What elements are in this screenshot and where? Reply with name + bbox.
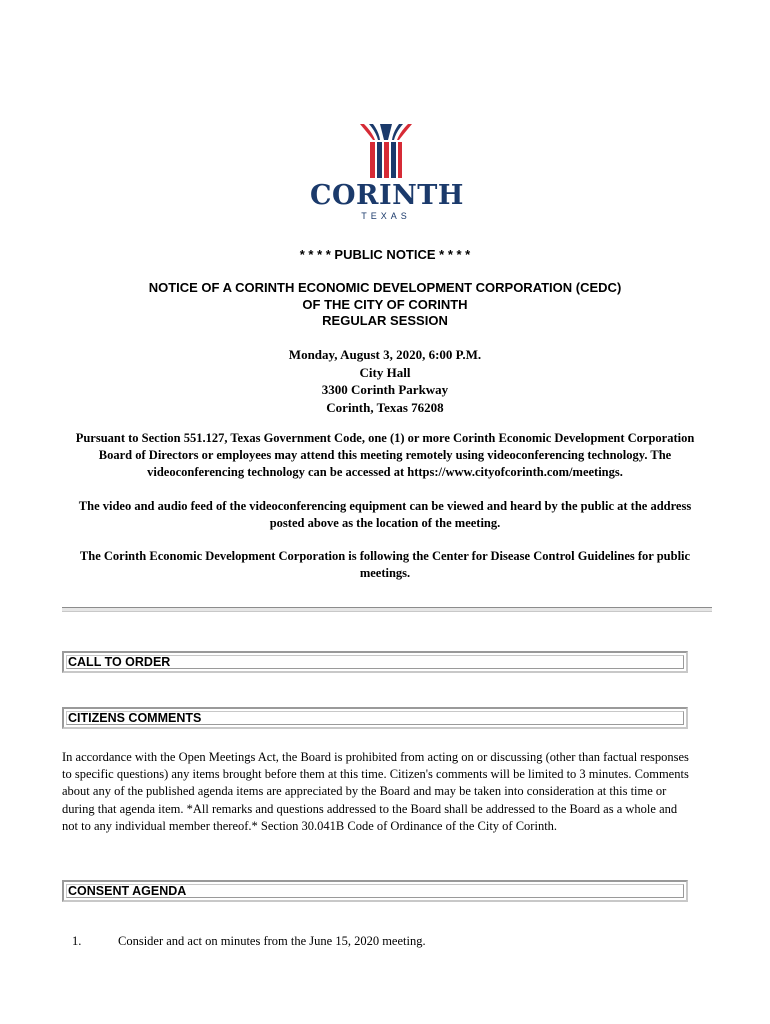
- section-call-to-order: [62, 651, 688, 673]
- logo-subtitle: TEXAS: [361, 211, 411, 221]
- section-label: CALL TO ORDER: [68, 655, 171, 669]
- cdc-guidelines-paragraph: The Corinth Economic Development Corporation is following the Center for Disease Control Guidelines for public meetings.: [79, 549, 691, 580]
- notice-title: [0, 280, 770, 330]
- item-number: 1.: [72, 934, 82, 948]
- meeting-city: Corinth, Texas 76208: [326, 399, 444, 415]
- meeting-address: 3300 Corinth Parkway: [321, 382, 449, 397]
- meeting-location: City Hall: [359, 364, 411, 380]
- column-emblem-icon: [356, 122, 416, 180]
- city-logo: [310, 122, 462, 226]
- section-consent-agenda: [62, 880, 688, 902]
- logo-wordmark: CORINTH: [310, 180, 464, 211]
- section-citizens-comments: [62, 707, 688, 729]
- notice-title-line: NOTICE OF A CORINTH ECONOMIC DEVELOPMENT CORPORATION (CEDC): [148, 280, 622, 295]
- notice-title-line: OF THE CITY OF CORINTH: [302, 296, 468, 312]
- notice-title-line: REGULAR SESSION: [322, 313, 448, 328]
- public-notice-heading: * * * * PUBLIC NOTICE * * * *: [299, 247, 471, 262]
- divider: [62, 607, 712, 612]
- meeting-datetime: Monday, August 3, 2020, 6:00 P.M.: [288, 347, 482, 362]
- videoconference-paragraph: Pursuant to Section 551.127, Texas Government Code, one (1) or more Corinth Economic Development Corporation Board of Directors or employees may attend this meeting remotely using videoconferencing technology. The videoconferencing technology can be accessed at https://www.cityofcorinth.com/meetings.: [75, 431, 695, 479]
- section-label: CITIZENS COMMENTS: [68, 711, 202, 725]
- video-feed-paragraph: The video and audio feed of the videoconferencing equipment can be viewed and heard by the public at the address posted above as the location of the meeting.: [78, 499, 692, 530]
- meeting-info: [0, 346, 770, 416]
- item-text: Consider and act on minutes from the June 15, 2020 meeting.: [118, 934, 426, 948]
- section-label: CONSENT AGENDA: [68, 884, 187, 898]
- citizens-comments-text: In accordance with the Open Meetings Act, the Board is prohibited from acting on or discussing (other than factual responses to specific questions) any items brought before them at this time. Citizen's comments will be limited to 3 minutes. Comments about any of the published agenda items are appreciated by the Board and may be taken into consideration at this time or during that agenda item. *All remarks and questions addressed to the Board shall be addressed to the Board as a whole and not to any individual member thereof.* Section 30.041B Code of Ordinance of the City of Corinth.: [62, 750, 689, 833]
